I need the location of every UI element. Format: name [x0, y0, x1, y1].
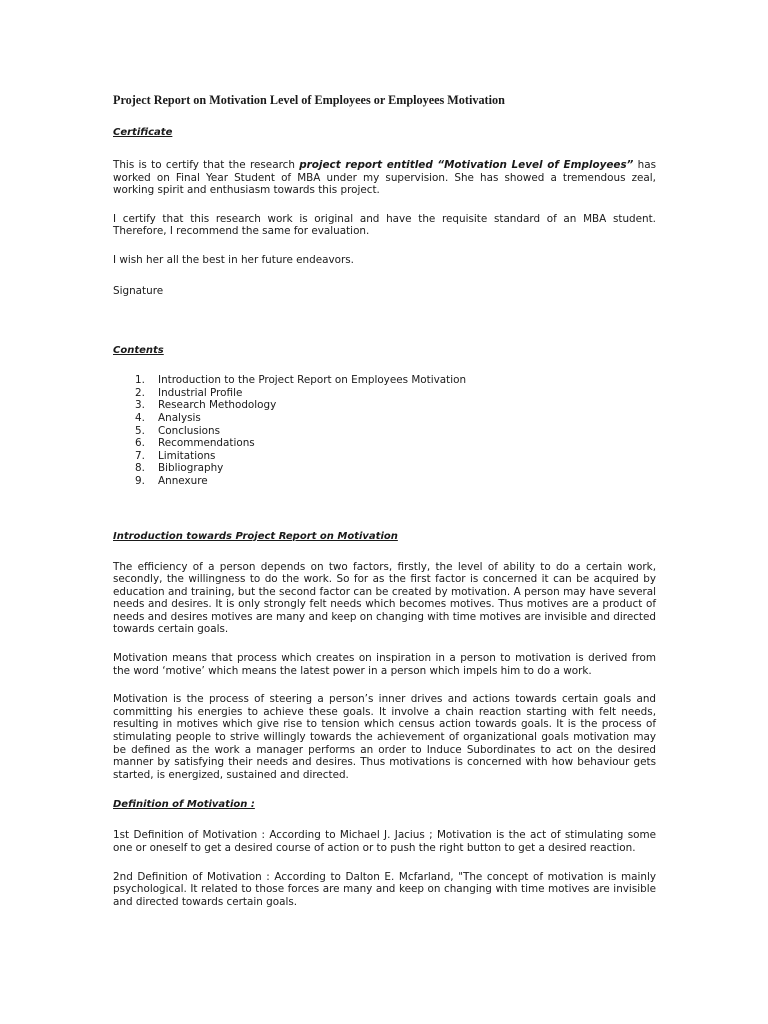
contents-item-number: 8. [135, 462, 145, 475]
contents-item-number: 5. [135, 424, 145, 437]
contents-item-label: Bibliography [158, 462, 224, 475]
contents-item-label: Recommendations [158, 437, 255, 450]
project-title-emphasis: project report entitled “Motivation Level of Employees” [299, 159, 634, 171]
contents-item [113, 387, 656, 400]
contents-item [113, 462, 656, 475]
contents-item-number: 6. [135, 437, 145, 450]
introduction-paragraph-1: The efficiency of a person depends on two factors, firstly, the level of ability to do a certain work, secondly, the willingness to do the work. So for as the first factor is concerned it can be acquired by education and training, but the second factor can be created by motivation. A person may have several needs and desires. It is only strongly felt needs which becomes motives. Thus motives are a product of needs and desires motives are many and keep on changing with time motives are invisible and directed towards certain goals. [113, 560, 656, 636]
contents-item-number: 1. [135, 374, 145, 387]
contents-item [113, 437, 656, 450]
certificate-heading: Certificate [113, 127, 173, 138]
contents-item-label: Analysis [158, 411, 201, 424]
document-title: Project Report on Motivation Level of Employees or Employees Motivation [113, 93, 505, 107]
document-body [113, 93, 656, 908]
contents-item-label: Annexure [158, 474, 208, 487]
definition-paragraph-1: 1st Definition of Motivation : According to Michael J. Jacius ; Motivation is the act of stimulating some one or oneself to get a desired course of action or to push the right button to get a desired reaction. [113, 829, 656, 854]
contents-item-label: Limitations [158, 449, 216, 462]
certificate-paragraph-3: I wish her all the best in her future endeavors. [113, 253, 354, 266]
contents-item-label: Introduction to the Project Report on Employees Motivation [158, 374, 467, 387]
contents-item-label: Industrial Profile [158, 386, 243, 399]
certificate-text-suffix: has worked on Final Year Student of MBA under my supervision. She has showed a tremendous zeal, working spirit and enthusiasm towards this project. [113, 159, 657, 197]
contents-item-number: 3. [135, 399, 145, 412]
contents-list [113, 374, 656, 487]
contents-item-number: 9. [135, 474, 145, 487]
contents-item-number: 4. [135, 411, 145, 424]
introduction-heading: Introduction towards Project Report on Motivation [113, 530, 398, 542]
certificate-paragraph-2: I certify that this research work is original and have the requisite standard of an MBA student. Therefore, I recommend the same for evaluation. [113, 212, 656, 238]
certificate-paragraph-1 [113, 159, 656, 197]
contents-item-label: Research Methodology [158, 399, 277, 412]
contents-item [113, 425, 656, 438]
contents-item-label: Conclusions [158, 424, 221, 437]
contents-item [113, 475, 656, 488]
contents-heading: Contents [113, 345, 164, 357]
contents-item [113, 450, 656, 463]
definition-heading: Definition of Motivation : [113, 799, 255, 811]
introduction-paragraph-3: Motivation is the process of steering a person’s inner drives and actions towards certain goals and committing his energies to achieve these goals. It involve a chain reaction starting with felt needs, resulting in motives which give rise to tension which census action towards goals. It is the process of stimulating people to strive willingly towards the achievement of organizational goals motivation may be defined as the work a manager performs an order to Induce Subordinates to act on the desired manner by satisfying their needs and desires. Thus motivations is concerned with how behaviour gets started, is energized, sustained and directed. [113, 693, 656, 781]
signature-label: Signature [113, 284, 164, 297]
certificate-text-prefix: This is to certify that the research [113, 159, 300, 171]
contents-item-number: 7. [135, 449, 145, 462]
introduction-paragraph-2: Motivation means that process which creates on inspiration in a person to motivation is derived from the word ‘motive’ which means the latest power in a person which impels him to do a work. [113, 652, 656, 677]
contents-item-number: 2. [135, 386, 145, 399]
contents-item [113, 412, 656, 425]
contents-item [113, 399, 656, 412]
definition-paragraph-2: 2nd Definition of Motivation : According to Dalton E. Mcfarland, "The concept of motivation is mainly psychological. It related to those forces are many and keep on changing with time motives are invisible and directed towards certain goals. [113, 870, 656, 908]
contents-item [113, 374, 656, 387]
